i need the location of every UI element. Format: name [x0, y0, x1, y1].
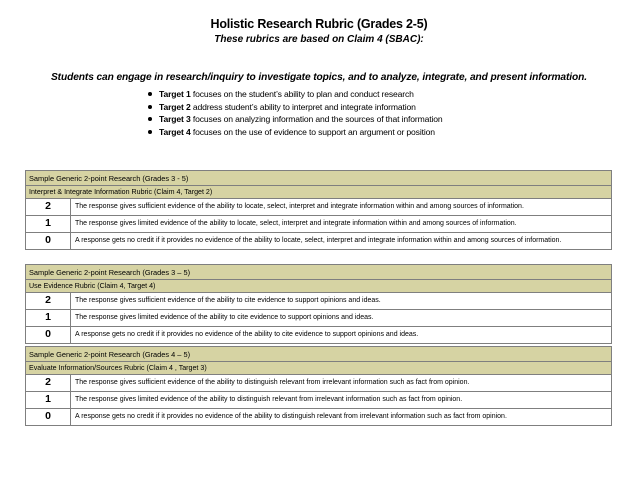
description-cell: The response gives sufficient evidence of the ability to cite evidence to support opinions and ideas.	[71, 293, 612, 310]
target-label: Target 2	[159, 101, 191, 112]
table-row	[26, 392, 612, 409]
target-item	[146, 101, 443, 114]
table-row	[26, 293, 612, 310]
target-text: focuses on the use of evidence to support an argument or position	[190, 126, 435, 137]
table-row	[26, 310, 612, 327]
table-row	[26, 216, 612, 233]
target-item	[146, 126, 443, 139]
description-cell: The response gives sufficient evidence of the ability to locate, select, interpret and integrate information within and among sources of information.	[71, 199, 612, 216]
score-cell: 0	[26, 327, 71, 344]
bullet-icon	[148, 130, 152, 134]
score-cell: 0	[26, 409, 71, 426]
table-row	[26, 375, 612, 392]
target-text: focuses on the student’s ability to plan and conduct research	[190, 89, 414, 99]
bullet-icon	[148, 105, 152, 109]
target-text: focuses on analyzing information and the sources of that information	[190, 114, 443, 125]
table-row	[26, 199, 612, 216]
target-item	[146, 113, 443, 126]
claim-statement: Students can engage in research/inquiry to investigate topics, and to analyze, integrate, and present information.	[50, 72, 587, 83]
score-cell: 2	[26, 293, 71, 310]
target-label: Target 3	[159, 114, 191, 125]
table-row	[26, 327, 612, 344]
target-text: address student’s ability to interpret and integrate information	[190, 101, 416, 112]
score-cell: 0	[26, 233, 71, 250]
target-item	[146, 88, 443, 101]
rubric-table-interpret-integrate	[25, 170, 612, 250]
bullet-icon	[148, 92, 152, 96]
table-row	[26, 233, 612, 250]
rubric-heading: Sample Generic 2-point Research (Grades 3 - 5)	[26, 171, 612, 186]
rubric-table-use-evidence	[25, 264, 612, 344]
description-cell: A response gets no credit if it provides no evidence of the ability to distinguish relevant from irrelevant information such as fact from opinion.	[71, 409, 612, 426]
target-label: Target 1	[159, 89, 191, 99]
document-title: Holistic Research Rubric (Grades 2-5)	[210, 17, 428, 31]
score-cell: 1	[26, 310, 71, 327]
description-cell: A response gets no credit if it provides no evidence of the ability to locate, select, interpret and integrate information within and among sources of information.	[71, 233, 612, 250]
table-row	[26, 409, 612, 426]
description-cell: The response gives limited evidence of the ability to cite evidence to support opinions and ideas.	[71, 310, 612, 327]
description-cell: The response gives limited evidence of the ability to distinguish relevant from irrelevant information such as fact from opinion.	[71, 392, 612, 409]
score-cell: 1	[26, 216, 71, 233]
score-cell: 2	[26, 375, 71, 392]
rubric-heading: Sample Generic 2-point Research (Grades 3 – 5)	[26, 265, 612, 280]
rubric-heading: Sample Generic 2-point Research (Grades 4 – 5)	[26, 347, 612, 362]
description-cell: The response gives limited evidence of the ability to locate, select, interpret and integrate information within and among sources of information.	[71, 216, 612, 233]
target-label: Target 4	[159, 126, 191, 137]
description-cell: A response gets no credit if it provides no evidence of the ability to cite evidence to support opinions and ideas.	[71, 327, 612, 344]
document-subtitle: These rubrics are based on Claim 4 (SBAC):	[214, 34, 424, 45]
rubric-subheading: Use Evidence Rubric (Claim 4, Target 4)	[26, 280, 612, 293]
rubric-subheading: Evaluate Information/Sources Rubric (Claim 4 , Target 3)	[26, 362, 612, 375]
rubric-subheading: Interpret & Integrate Information Rubric (Claim 4, Target 2)	[26, 186, 612, 199]
score-cell: 1	[26, 392, 71, 409]
bullet-icon	[148, 117, 152, 121]
targets-list	[146, 88, 443, 138]
score-cell: 2	[26, 199, 71, 216]
description-cell: The response gives sufficient evidence of the ability to distinguish relevant from irrelevant information such as fact from opinion.	[71, 375, 612, 392]
rubric-table-evaluate-sources	[25, 346, 612, 426]
